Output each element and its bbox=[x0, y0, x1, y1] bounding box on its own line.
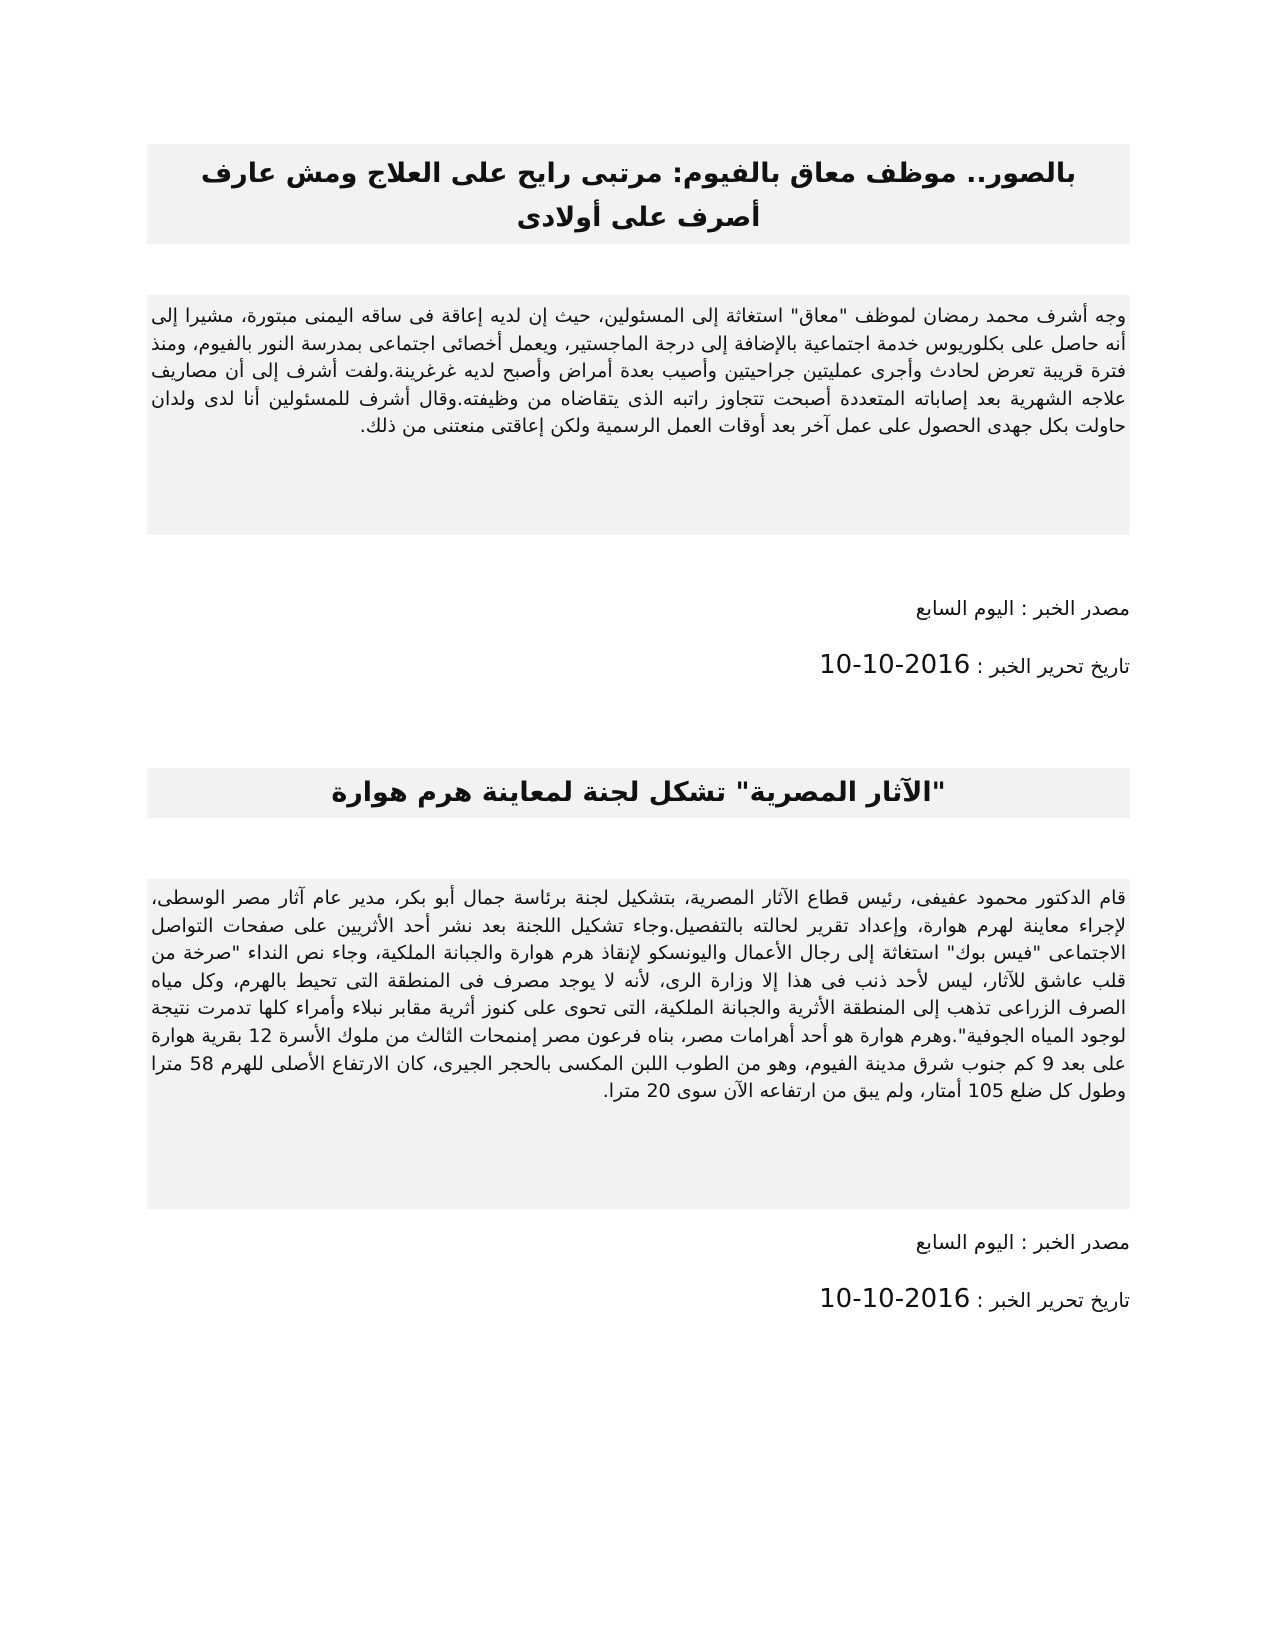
article-2-title: "الآثار المصرية" تشكل لجنة لمعاينة هرم هوارة bbox=[147, 768, 1130, 818]
date-value: 2016-10-10 bbox=[819, 650, 971, 680]
date-label: تاريخ تحرير الخبر : bbox=[970, 1288, 1130, 1312]
article-2-date bbox=[147, 1284, 1130, 1314]
date-value: 2016-10-10 bbox=[819, 1284, 971, 1314]
source-label: مصدر الخبر : bbox=[1014, 596, 1130, 620]
article-2-body: قام الدكتور محمود عفيفى، رئيس قطاع الآثار المصرية، بتشكيل لجنة برئاسة جمال أبو بكر، مدير عام آثار مصر الوسطى، لإجراء معاينة لهرم هوارة، وإعداد تقرير لحالته بالتفصيل.وجاء تشكيل اللجنة بعد نشر أحد الأثريين على صفحات التواصل الاجتماعى "فيس بوك" استغاثة إلى رجال الأعمال واليونسكو لإنقاذ هرم هوارة والجبانة الملكية، وجاء نص النداء "صرخة من قلب عاشق للآثار، ليس لأحد ذنب فى هذا إلا وزارة الرى، لأنه لا يوجد مصرف فى المنطقة التى تحيط بالهرم، وكل مياه الصرف الزراعى تذهب إلى المنطقة الأثرية والجبانة الملكية، التى تحوى على كنوز أثرية مقابر نبلاء وأمراء كلها تدمرت نتيجة لوجود المياه الجوفية".وهرم هوارة هو أحد أهرامات مصر، بناه فرعون مصر إمنمحات الثالث من ملوك الأسرة 12 بقرية هوارة على بعد 9 كم جنوب شرق مدينة الفيوم، وهو من الطوب اللبن المكسى بالحجر الجيرى، كان الارتفاع الأصلى للهرم 58 مترا وطول كل ضلع 105 أمتار، ولم يبق من ارتفاعه الآن سوى 20 مترا. bbox=[147, 879, 1130, 1209]
source-label: مصدر الخبر : bbox=[1014, 1230, 1130, 1254]
article-1-title: بالصور.. موظف معاق بالفيوم: مرتبى رايح على العلاج ومش عارف أصرف على أولادى bbox=[147, 144, 1130, 244]
date-label: تاريخ تحرير الخبر : bbox=[970, 654, 1130, 678]
article-1-body: وجه أشرف محمد رمضان لموظف "معاق" استغاثة إلى المسئولين، حيث إن لديه إعاقة فى ساقه اليمنى مبتورة، مشيرا إلى أنه حاصل على بكلوريوس خدمة اجتماعية بالإضافة إلى درجة الماجستير، ويعمل أخصائى اجتماعى بمدرسة النور بالفيوم، ومنذ فترة قريبة تعرض لحادث وأجرى عمليتين جراحيتين وأصيب بعدة أمراض وأصبح لديه غرغرينة.ولفت أشرف إلى أن مصاريف علاجه الشهرية بعد إصاباته المتعددة أصبحت تتجاوز راتبه الذى يتقاضاه من وظيفته.وقال أشرف للمسئولين أنا لدى ولدان حاولت بكل جهدى الحصول على عمل آخر بعد أوقات العمل الرسمية ولكن إعاقتى منعتنى من ذلك. bbox=[147, 295, 1130, 535]
article-2-source bbox=[147, 1230, 1130, 1254]
source-value: اليوم السابع bbox=[915, 1230, 1015, 1254]
article-1-date bbox=[147, 650, 1130, 680]
article-1-source bbox=[147, 596, 1130, 620]
source-value: اليوم السابع bbox=[915, 596, 1015, 620]
